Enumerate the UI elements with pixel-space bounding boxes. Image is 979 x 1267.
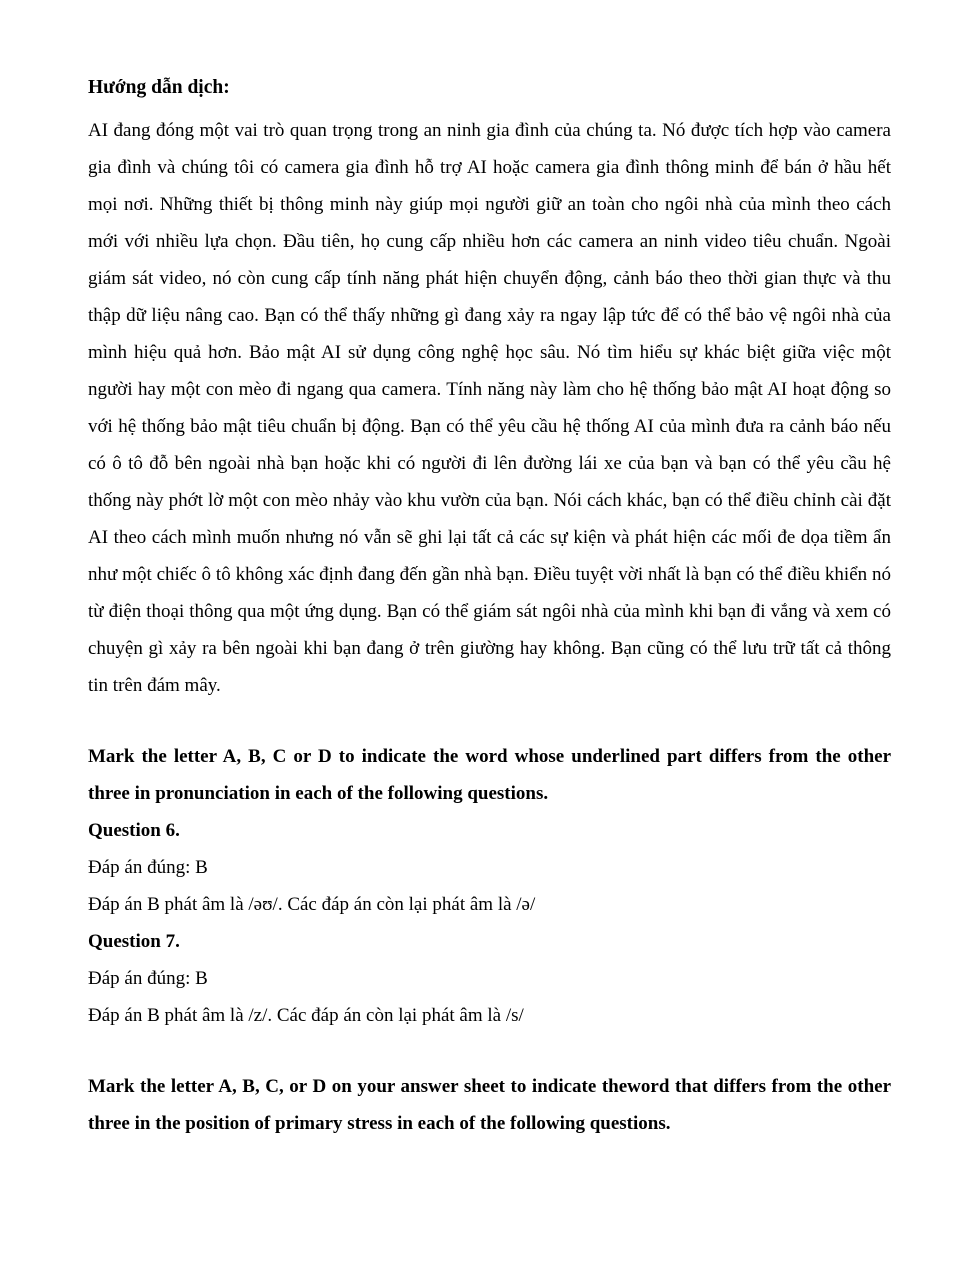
question-explanation-6: Đáp án B phát âm là /əʊ/. Các đáp án còn lại phát âm là /ə/	[88, 893, 536, 915]
section-gap-2	[88, 1034, 891, 1068]
guide-heading: Hướng dẫn dịch:	[88, 77, 230, 98]
translation-paragraph: AI đang đóng một vai trò quan trọng trong an ninh gia đình của chúng ta. Nó được tích hợp vào camera gia đình và chúng tôi có camera gia đình hỗ trợ AI hoặc camera gia đình thông minh để bán ở hầu hết mọi nơi. Những thiết bị thông minh này giúp mọi người giữ an toàn cho ngôi nhà của mình theo cách mới với nhiều lựa chọn. Đầu tiên, họ cung cấp nhiều hơn các camera an ninh video tiêu chuẩn. Ngoài giám sát video, nó còn cung cấp tính năng phát hiện chuyển động, cảnh báo theo thời gian thực và thu thập dữ liệu nâng cao. Bạn có thể thấy những gì đang xảy ra ngay lập tức để có thể bảo vệ ngôi nhà của mình hiệu quả hơn. Bảo mật AI sử dụng công nghệ học sâu. Nó tìm hiểu sự khác biệt giữa việc một người hay một con mèo đi ngang qua camera. Tính năng này làm cho hệ thống bảo mật AI hoạt động so với hệ thống bảo mật tiêu chuẩn bị động. Bạn có thể yêu cầu hệ thống AI của mình đưa ra cảnh báo nếu có ô tô đỗ bên ngoài nhà bạn hoặc khi có người đi lên đường lái xe của bạn và bạn có thể yêu cầu hệ thống này phớt lờ một con mèo nhảy vào khu vườn của bạn. Nói cách khác, bạn có thể điều chỉnh cài đặt AI theo cách mình muốn nhưng nó vẫn sẽ ghi lại tất cả các sự kiện và phát hiện các mối đe dọa tiềm ẩn như một chiếc ô tô không xác định đang đến gần nhà bạn. Điều tuyệt vời nhất là bạn có thể điều khiển nó từ điện thoại thông qua một ứng dụng. Bạn có thể giám sát ngôi nhà của mình khi bạn đi vắng và xem có chuyện gì xảy ra bên ngoài khi bạn đang ở trên giường hay không. Bạn cũng có thể lưu trữ tất cả thông tin trên đám mây.	[88, 119, 891, 696]
question-answer-6: Đáp án đúng: B	[88, 856, 208, 878]
question-answer-7: Đáp án đúng: B	[88, 967, 208, 989]
stress-instruction: Mark the letter A, B, C, or D on your answer sheet to indicate theword that differs from the other three in the position of primary stress in each of the following questions.	[88, 1075, 891, 1134]
pronunciation-instruction: Mark the letter A, B, C or D to indicate the word whose underlined part differs from the other three in pronunciation in each of the following questions.	[88, 745, 891, 804]
document-body	[88, 78, 891, 1142]
question-label-7: Question 7.	[88, 930, 180, 952]
question-label-6: Question 6.	[88, 819, 180, 841]
section-gap	[88, 704, 891, 738]
question-explanation-7: Đáp án B phát âm là /z/. Các đáp án còn lại phát âm là /s/	[88, 1004, 524, 1026]
